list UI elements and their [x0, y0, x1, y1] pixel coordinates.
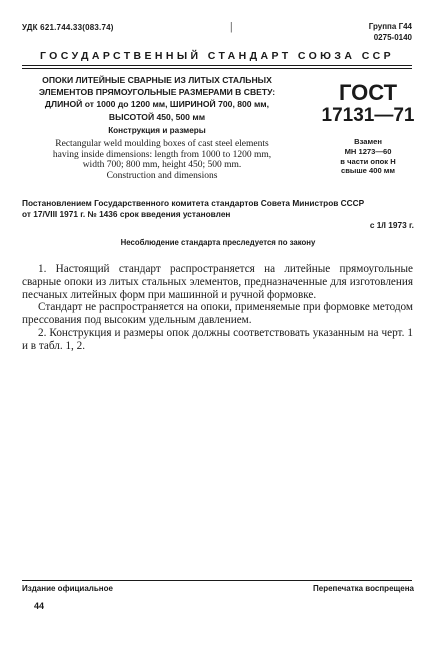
title-en-line: Rectangular weld moulding boxes of cast steel elements [55, 139, 269, 149]
title-ru [22, 74, 292, 123]
center-mark: | [230, 19, 233, 33]
title-ru-line: ВЫСОТОЙ 450, 500 мм [108, 111, 206, 122]
banner-rule-top [22, 65, 412, 66]
title-ru-line: ЭЛЕМЕНТОВ ПРЯМОУГОЛЬНЫЕ РАЗМЕРАМИ В СВЕТУ: [38, 87, 276, 98]
replaces-line: в части опок Н [340, 156, 396, 166]
udk-code: УДК 621.744.33(083.74) [22, 23, 114, 32]
decree [22, 198, 414, 221]
introduction-date: с 1/I 1973 г. [369, 220, 414, 230]
edition-note: Издание официальное [22, 584, 113, 593]
state-standard-banner: ГОСУДАРСТВЕННЫЙ СТАНДАРТ СОЮЗА ССР [39, 50, 395, 62]
title-ru-line: ДЛИНОЙ от 1000 до 1200 мм, ШИРИНОЙ 700, 800 мм, [44, 99, 270, 110]
title-ru-line: ОПОКИ ЛИТЕЙНЫЕ СВАРНЫЕ ИЗ ЛИТЫХ СТАЛЬНЫХ [42, 75, 272, 85]
footer-rule [22, 580, 412, 581]
legal-warning: Несоблюдение стандарта преследуется по закону [120, 238, 316, 247]
replaces-note [320, 137, 416, 176]
replaces-line: свыше 400 мм [340, 166, 396, 176]
paragraph: 2. Конструкция и размеры опок должны соответствовать указанным на черт. 1 и в табл. 1, 2. [22, 326, 413, 352]
reprint-note: Перепечатка воспрещена [313, 584, 414, 593]
body-text [22, 263, 413, 353]
gost-label: ГОСТ [338, 80, 398, 105]
title-en [22, 139, 302, 181]
banner-rule-bottom [22, 68, 412, 69]
title-en-line: Construction and dimensions [106, 170, 218, 181]
title-en-line: width 700; 800 mm, height 450; 500 mm. [82, 160, 242, 171]
subtitle-ru: Конструкция и размеры [108, 126, 206, 135]
replaces-line: Взамен [354, 137, 382, 146]
decree-line: от 17/VIII 1971 г. № 1436 срок введения установлен [22, 209, 231, 220]
decree-line: Постановлением Государственного комитета стандартов Совета Министров СССР [22, 198, 365, 208]
page-number: 44 [34, 601, 45, 611]
paragraph: 1. Настоящий стандарт распространяется на литейные прямоугольные сварные опоки из литых стальных элементов, предназначенные для изготовления песчаных литейных форм при машинной и ручной формовке. [22, 263, 413, 301]
title-en-line: having inside dimensions: length from 1000 to 1200 mm, [52, 149, 272, 160]
group-code: Группа Г44 [368, 22, 412, 31]
replaces-line: МН 1273—60 [344, 146, 392, 156]
okp-code: 0275-0140 [373, 33, 412, 42]
paragraph: Стандарт не распространяется на опоки, применяемые при формовке методом прессования под высоким удельным давлением. [22, 301, 413, 327]
gost-number: 17131—71 [321, 105, 415, 126]
